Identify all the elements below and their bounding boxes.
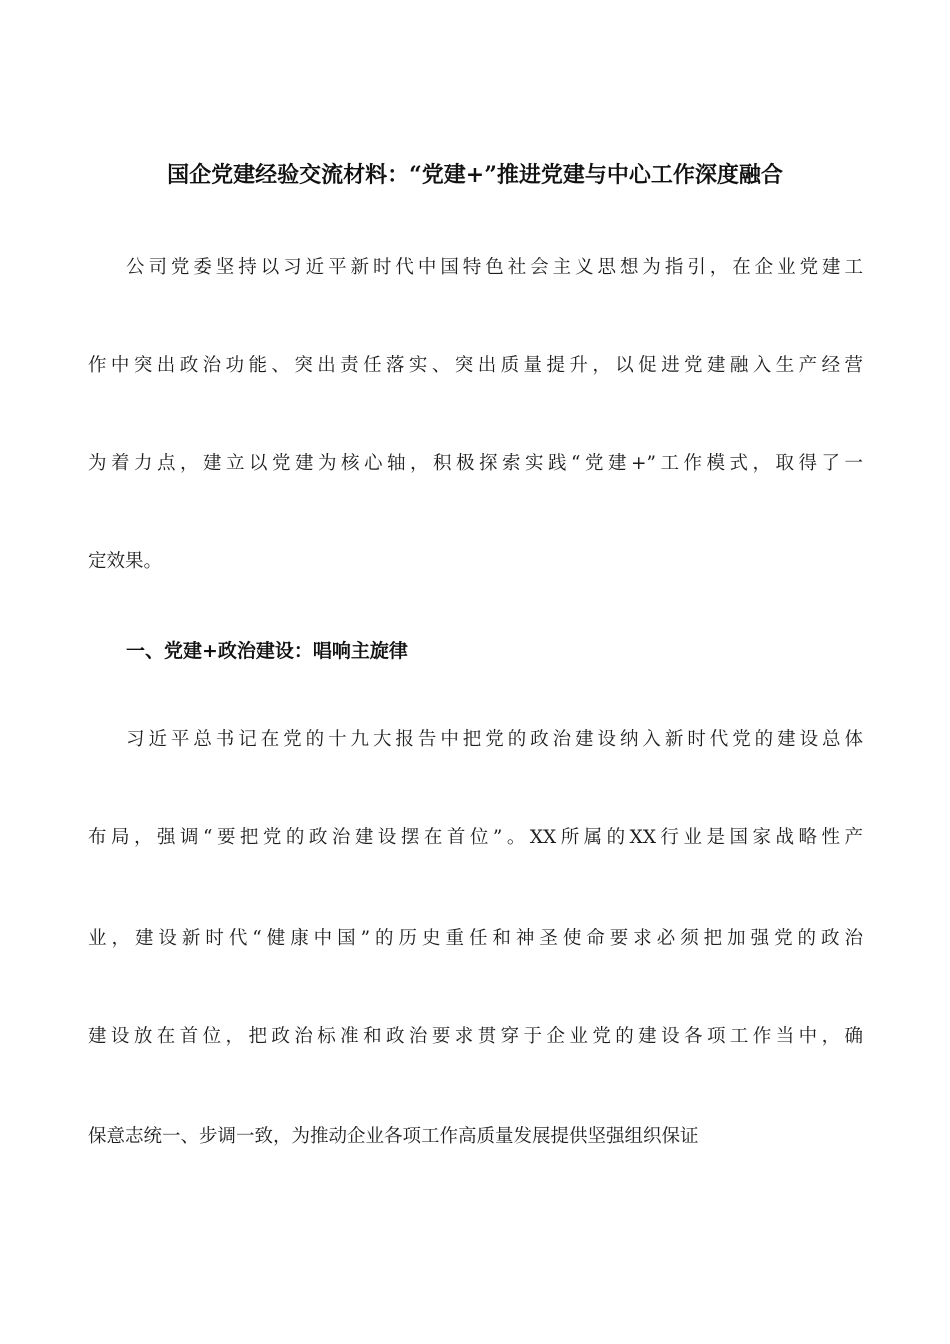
document-title: 国企党建经验交流材料：“党建+”推进党建与中心工作深度融合 — [167, 162, 783, 188]
paragraph-line: 习近平总书记在党的十九大报告中把党的政治建设纳入新时代党的建设总体 — [126, 729, 863, 750]
paragraph-line: 定效果。 — [88, 551, 163, 572]
paragraph-line: 作中突出政治功能、突出责任落实、突出质量提升，以促进党建融入生产经营 — [88, 355, 863, 376]
section-heading: 一、党建+政治建设：唱响主旋律 — [126, 640, 408, 662]
paragraph-line: 保意志统一、步调一致，为推动企业各项工作高质量发展提供坚强组织保证 — [88, 1126, 699, 1147]
paragraph-line: 布局，强调“要把党的政治建设摆在首位”。XX所属的XX行业是国家战略性产 — [88, 827, 863, 848]
paragraph-line: 为着力点，建立以党建为核心轴，积极探索实践“党建+”工作模式，取得了一 — [88, 453, 863, 474]
paragraph-line: 公司党委坚持以习近平新时代中国特色社会主义思想为指引，在企业党建工 — [126, 257, 863, 278]
paragraph-line: 建设放在首位，把政治标准和政治要求贯穿于企业党的建设各项工作当中，确 — [88, 1026, 863, 1047]
paragraph-line: 业，建设新时代“健康中国”的历史重任和神圣使命要求必须把加强党的政治 — [88, 928, 863, 949]
